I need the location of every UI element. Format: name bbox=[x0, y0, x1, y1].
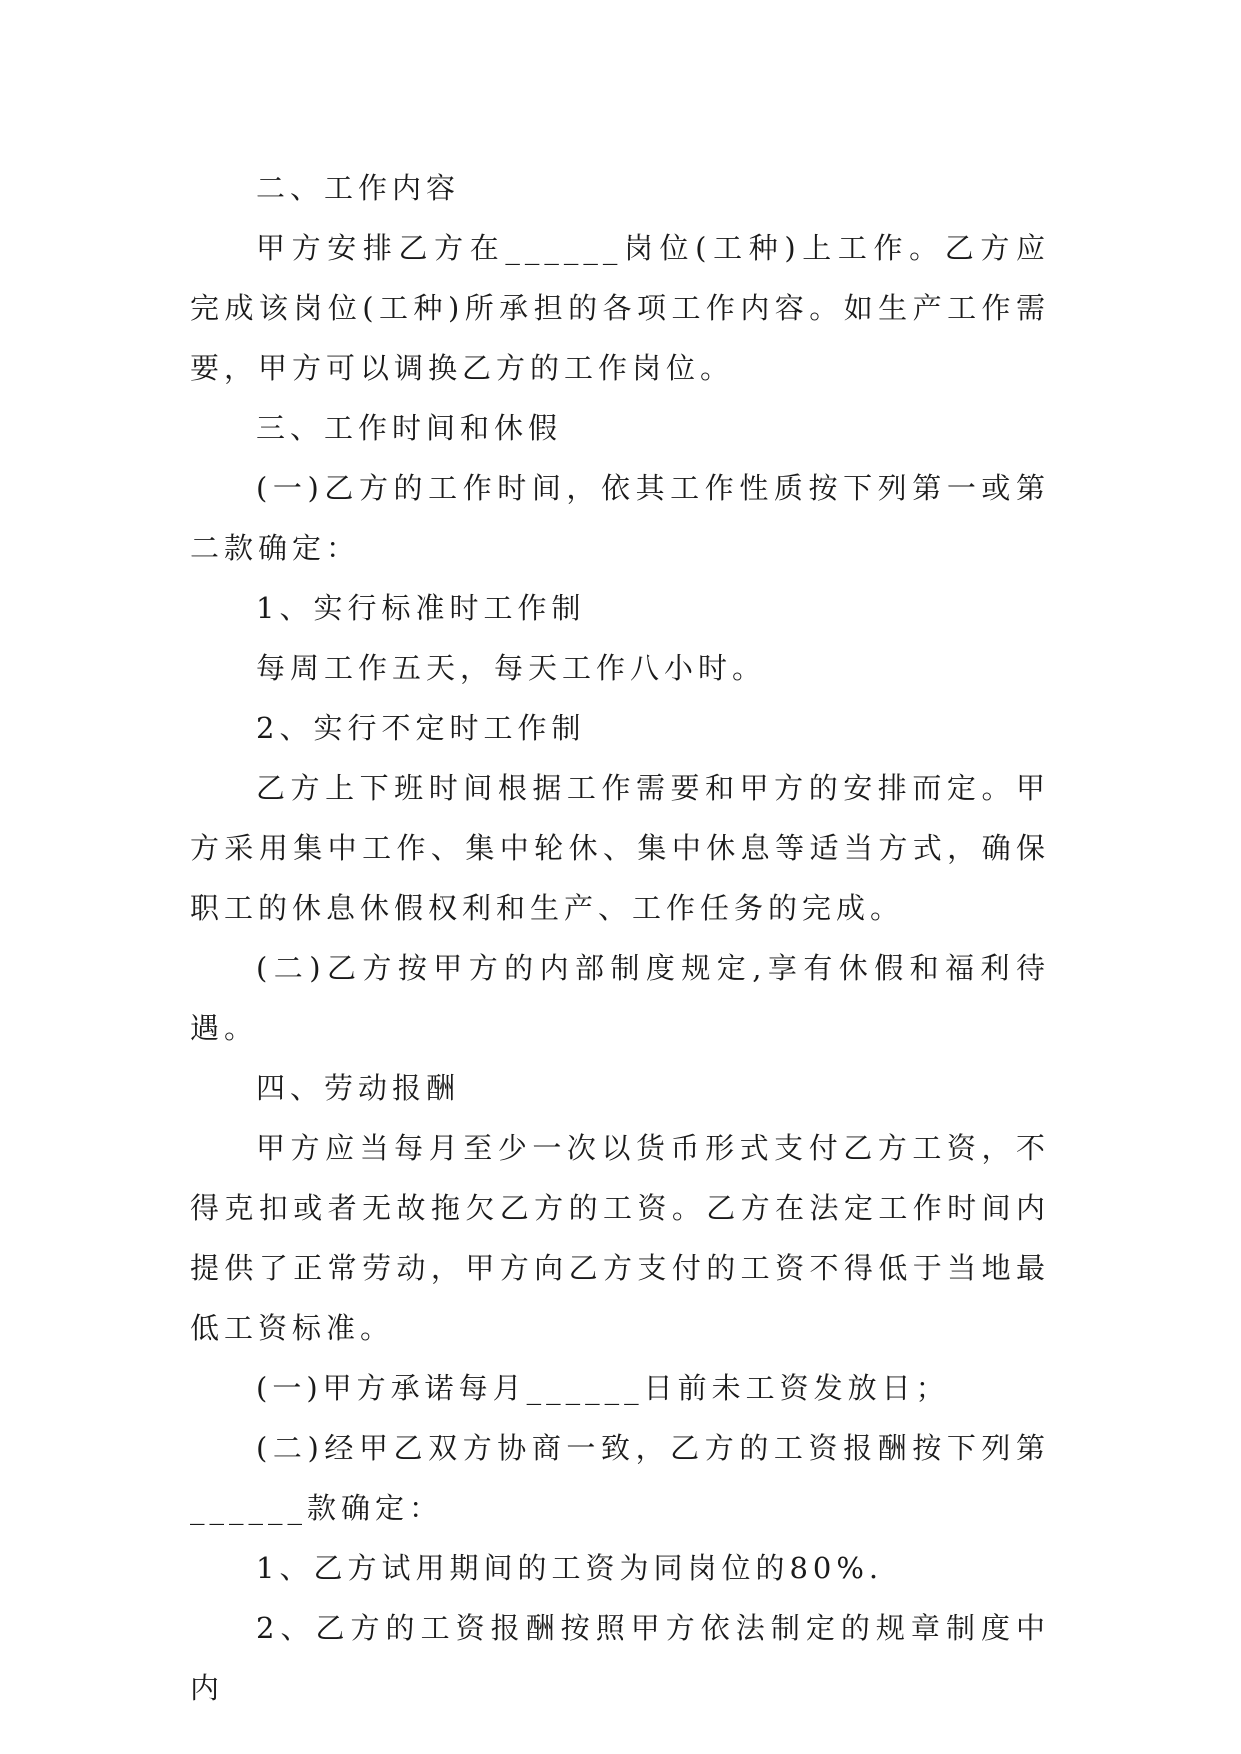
paragraph-standard-hours: 每周工作五天，每天工作八小时。 bbox=[256, 651, 767, 685]
paragraph-holidays: (二)乙方按甲方的内部制度规定,享有休假和福利待遇。 bbox=[190, 951, 1050, 1045]
list-item-standard-hours: 1、实行标准时工作制 bbox=[256, 591, 586, 625]
list-item-wage-rules: 2、乙方的工资报酬按照甲方依法制定的规章制度中内 bbox=[190, 1611, 1050, 1705]
list-item-flexible-hours: 2、实行不定时工作制 bbox=[256, 711, 586, 745]
document-body bbox=[190, 158, 1050, 1718]
list-item-probation-wage: 1、乙方试用期间的工资为同岗位的80%. bbox=[256, 1551, 884, 1585]
paragraph-remuneration: 甲方应当每月至少一次以货币形式支付乙方工资，不得克扣或者无故拖欠乙方的工资。乙方在法定工作时间内提供了正常劳动，甲方向乙方支付的工资不得低于当地最低工资标准。 bbox=[190, 1131, 1050, 1345]
paragraph-working-hours-1: (一)乙方的工作时间，依其工作性质按下列第一或第二款确定： bbox=[190, 471, 1050, 565]
paragraph-flexible-hours: 乙方上下班时间根据工作需要和甲方的安排而定。甲方采用集中工作、集中轮休、集中休息等适当方式，确保职工的休息休假权利和生产、工作任务的完成。 bbox=[190, 771, 1050, 925]
paragraph-payday: (一)甲方承诺每月______日前未工资发放日； bbox=[256, 1371, 950, 1405]
paragraph-work-content: 甲方安排乙方在______岗位(工种)上工作。乙方应完成该岗位(工种)所承担的各项工作内容。如生产工作需要，甲方可以调换乙方的工作岗位。 bbox=[190, 231, 1050, 385]
section-heading-remuneration: 四、劳动报酬 bbox=[256, 1071, 461, 1105]
section-heading-work-content: 二、工作内容 bbox=[256, 171, 461, 205]
section-heading-working-hours: 三、工作时间和休假 bbox=[256, 411, 563, 445]
paragraph-wage-terms: (二)经甲乙双方协商一致，乙方的工资报酬按下列第______款确定： bbox=[190, 1431, 1050, 1525]
